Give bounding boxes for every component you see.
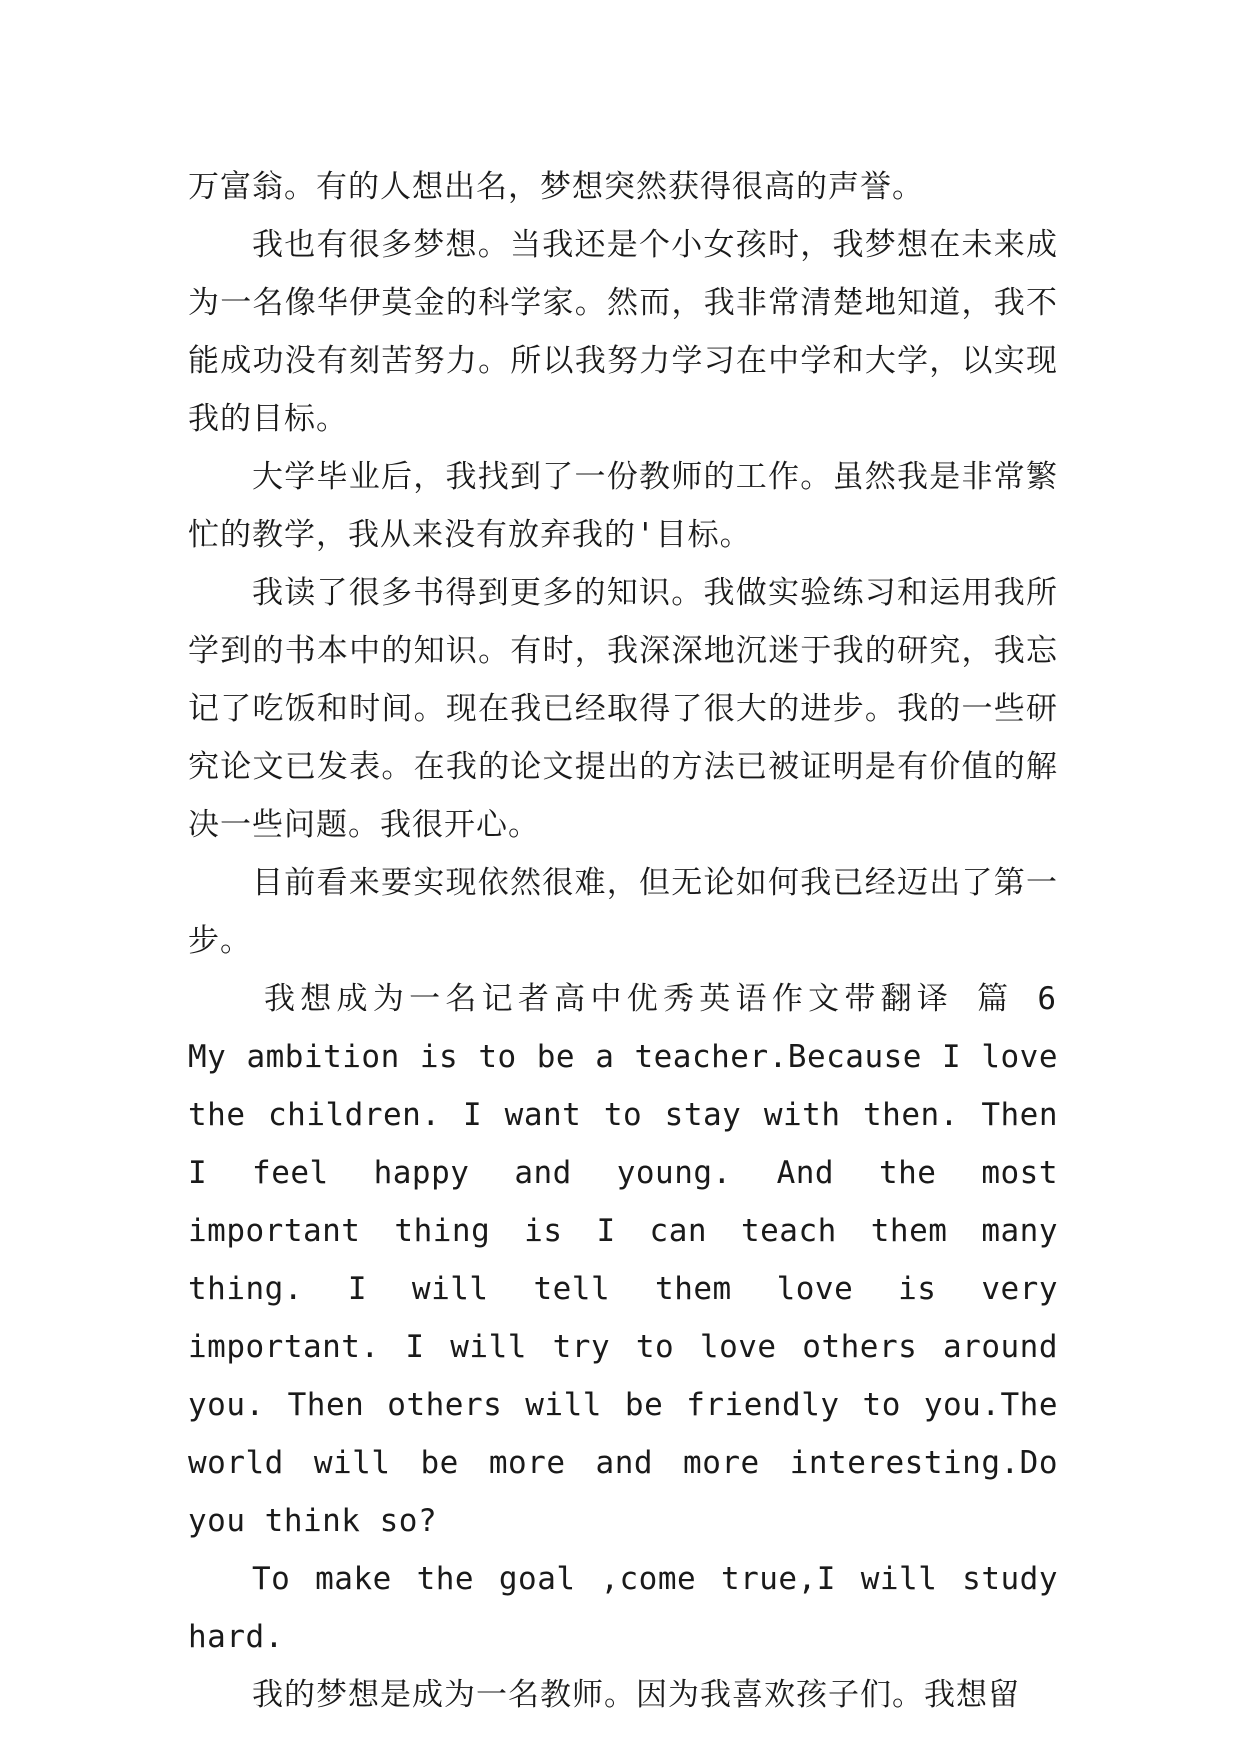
paragraph-teacher-job: 大学毕业后，我找到了一份教师的工作。虽然我是非常繁忙的教学，我从来没有放弃我的'目标。 bbox=[188, 459, 1058, 553]
english-paragraph: My ambition is to be a teacher.Because I love the children. I want to stay with then. Then I feel happy and young. And the most important thing is I can teach them many thing. I will tell them love is very important. I will try to love others around you. Then others will be friendly to you.The world will be more and more interesting.Do you think so? bbox=[188, 1039, 1058, 1539]
paragraph-first-step: 目前看来要实现依然很难，但无论如何我已经迈出了第一步。 bbox=[188, 865, 1058, 959]
section-heading: 我想成为一名记者高中优秀英语作文带翻译 篇 6 bbox=[264, 981, 1058, 1017]
paragraph-research: 我读了很多书得到更多的知识。我做实验练习和运用我所学到的书本中的知识。有时，我深深地沉迷于我的研究，我忘记了吃饭和时间。现在我已经取得了很大的进步。我的一些研究论文已发表。在我的论文提出的方法已被证明是有价值的解决一些问题。我很开心。 bbox=[188, 575, 1058, 843]
document-page bbox=[188, 158, 1058, 1724]
english-goal-line: To make the goal ,come true,I will study hard. bbox=[188, 1561, 1058, 1655]
paragraph-translation-start: 我的梦想是成为一名教师。因为我喜欢孩子们。我想留 bbox=[252, 1677, 1020, 1713]
paragraph-dreams: 我也有很多梦想。当我还是个小女孩时，我梦想在未来成为一名像华伊莫金的科学家。然而，我非常清楚地知道，我不能成功没有刻苦努力。所以我努力学习在中学和大学，以实现我的目标。 bbox=[188, 227, 1058, 437]
paragraph-continuation: 万富翁。有的人想出名，梦想突然获得很高的声誉。 bbox=[188, 169, 924, 205]
